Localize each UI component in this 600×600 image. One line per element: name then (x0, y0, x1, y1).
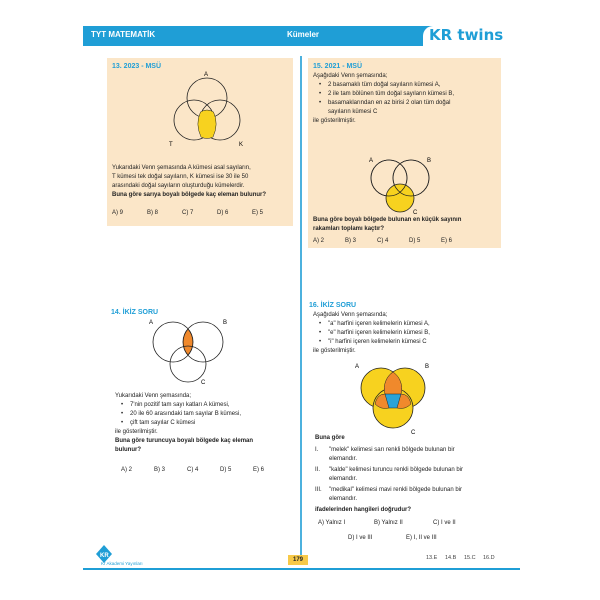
subject-title: TYT MATEMATİK (91, 30, 156, 39)
question-16-prompt: ifadelerinden hangileri doğrudur? (315, 507, 412, 513)
answer-15: 15.C (464, 555, 476, 561)
venn-diagram-13 (167, 68, 247, 148)
question-13-prompt: Buna göre sarıya boyalı bölgede kaç eleman bulunur? (112, 192, 267, 198)
option-d[interactable]: D) 5 (220, 467, 232, 473)
label-t: T (169, 142, 173, 148)
option-a[interactable]: A) 2 (313, 238, 325, 244)
answer-13: 13.E (426, 555, 438, 561)
option-d[interactable]: D) I ve III (348, 535, 373, 541)
publisher-name: Kr Akademi Yayınları (101, 561, 143, 566)
label-b: B (427, 158, 432, 164)
option-c[interactable]: C) 4 (187, 467, 199, 473)
option-c[interactable]: C) 4 (377, 238, 389, 244)
question-15-prompt: Buna göre boyalı bölgede bulunan en küçük sayının rakamları toplamı kaçtır? (313, 217, 462, 232)
option-b[interactable]: B) 8 (147, 210, 159, 216)
venn-diagram-14 (145, 316, 235, 386)
footer-bar (83, 568, 520, 570)
brand-logo (423, 26, 520, 46)
label-b: B (425, 364, 430, 370)
option-e[interactable]: E) 6 (441, 238, 453, 244)
label-a: A (149, 320, 154, 326)
label-c: C (201, 380, 206, 386)
statement-2: II. "kalde" kelimesi turuncu renkli bölgede bulunan bir elemandır. (315, 467, 464, 482)
answer-14: 14.B (445, 555, 457, 561)
option-e[interactable]: E) 5 (252, 210, 264, 216)
option-e[interactable]: E) 6 (253, 467, 265, 473)
label-c: C (411, 430, 416, 436)
question-13-number: 13. 2023 - MSÜ (112, 63, 162, 70)
option-d[interactable]: D) 6 (217, 210, 229, 216)
question-16-statements: Buna göre I. "melek" kelimesi sarı renkli bölgede bulunan bir elemandır. II. "kalde" kelimesi turuncu renkli bölgede bulunan bir elemandır. III. "medikal" kelimesi mavi renkli bölgede bulunan bir elemandır. ifadelerinden hangileri doğrudur? (315, 434, 505, 515)
option-b[interactable]: B) Yalnız II (374, 520, 403, 526)
question-15-box (308, 58, 501, 248)
option-d[interactable]: D) 5 (409, 238, 421, 244)
yellow-region (198, 110, 216, 139)
label-a: A (369, 158, 374, 164)
question-15-text: Aşağıdaki Venn şemasında; • 2 basamaklı tüm doğal sayıların kümesi A, • 2 ile tam bölünen tüm doğal sayıların kümesi B, • basamaklarından en az birisi 2 olan tüm doğal sayıların kümesi C ile gösterilmiştir. (313, 72, 499, 126)
label-c: C (413, 210, 418, 216)
question-16-number: 16. İKİZ SORU (309, 302, 357, 309)
answer-16: 16.D (483, 555, 495, 561)
option-a[interactable]: A) 9 (112, 210, 124, 216)
question-13-text: Yukarıdaki Venn şemasında A kümesi asal sayıların, T kümesi tek doğal sayıların, K kümesi ise 30 ile 50 arasındaki doğal sayıların oluşturduğu kümelerdir. Buna göre sarıya boyalı bölgede kaç eleman bulunur? (112, 164, 292, 200)
label-a: A (204, 72, 209, 78)
option-b[interactable]: B) 3 (345, 238, 357, 244)
venn-diagram-16 (353, 362, 433, 437)
option-c[interactable]: C) 7 (182, 210, 194, 216)
option-c[interactable]: C) I ve II (433, 520, 456, 526)
option-a[interactable]: A) Yalnız I (318, 520, 346, 526)
option-b[interactable]: B) 3 (154, 467, 166, 473)
topic-title: Kümeler (287, 30, 320, 39)
question-14-text: Yukarıdaki Venn şemasında; • 7'nin pozitif tam sayı katları A kümesi, • 20 ile 60 arasındaki tam sayılar B kümesi, • çift tam sayılar C kümesi ile gösterilmiştir. Buna göre turuncuya boyalı bölgede kaç eleman bulunur? (115, 392, 295, 455)
textbook-page (83, 26, 520, 583)
label-b: B (223, 320, 228, 326)
statement-1: I. "melek" kelimesi sarı renkli bölgede bulunan bir elemandır. (315, 447, 455, 462)
question-14-number: 14. İKİZ SORU (111, 309, 159, 316)
question-16-text: Aşağıdaki Venn şemasında; • "a" harfini içeren kelimelerin kümesi A, • "e" harfini içeren kelimelerin kümesi B, • "i" harfini içeren kelimelerin kümesi C ile gösterilmiştir. (313, 311, 503, 356)
page-number: 179 (288, 555, 308, 565)
column-divider (300, 56, 302, 556)
question-14-prompt: Buna göre turuncuya boyalı bölgede kaç eleman bulunur? (115, 438, 254, 453)
circle-c (386, 184, 414, 212)
statement-3: III. "medikal" kelimesi mavi renkli bölgede bulunan bir elemandır. (315, 487, 462, 502)
question-13-box (107, 58, 293, 226)
option-e[interactable]: E) I, II ve III (406, 535, 437, 541)
header-bar (83, 26, 520, 46)
question-15-number: 15. 2021 - MSÜ (313, 63, 363, 70)
option-a[interactable]: A) 2 (121, 467, 133, 473)
svg-text:KR: KR (100, 553, 109, 559)
label-a: A (355, 364, 360, 370)
logo-text: KR twins (429, 26, 504, 44)
orange-region (183, 329, 193, 355)
venn-diagram-15 (363, 156, 438, 216)
label-k: K (239, 142, 244, 148)
